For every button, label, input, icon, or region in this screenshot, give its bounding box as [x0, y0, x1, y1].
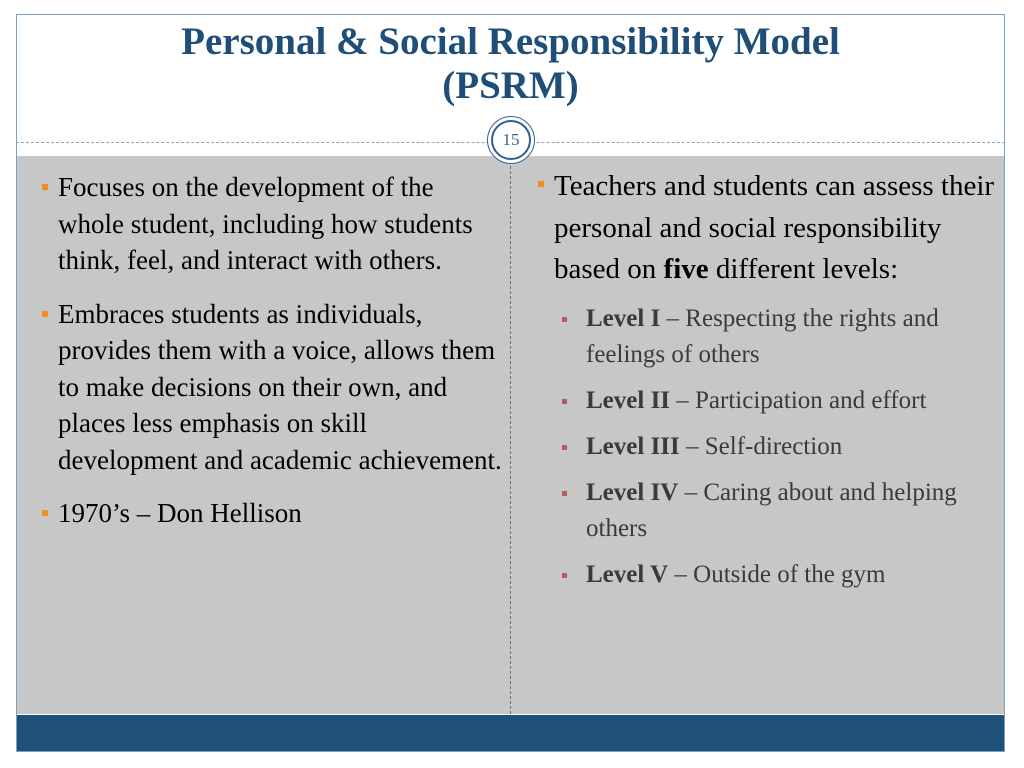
level-name: Level V	[586, 560, 669, 588]
lead-text-after: different levels:	[708, 253, 899, 285]
level-item	[586, 475, 996, 547]
slide-number-badge	[487, 116, 535, 164]
bullet-whole-student: Focuses on the development of the whole student, including how students think, feel, and interact with others.	[28, 169, 504, 279]
level-description: – Respecting the rights and feelings of others	[586, 304, 939, 368]
level-name: Level III	[586, 432, 680, 460]
slide-title-line-2: (PSRM)	[442, 64, 579, 107]
right-column	[524, 166, 996, 603]
lead-emphasis: five	[663, 253, 709, 285]
level-name: Level I	[586, 304, 661, 332]
level-name: Level II	[586, 386, 671, 414]
level-item	[586, 557, 996, 593]
left-bullet-list	[28, 169, 504, 532]
level-item	[586, 429, 996, 465]
level-item	[586, 301, 996, 373]
level-description: – Self-direction	[679, 432, 843, 460]
slide-title-line-1: Personal & Social Responsibility Model	[181, 20, 840, 63]
level-name: Level IV	[586, 478, 679, 506]
slide-title	[16, 20, 1005, 108]
right-bullet-list	[524, 166, 996, 291]
column-divider	[510, 156, 511, 714]
slide-number: 15	[491, 120, 531, 160]
level-item	[586, 383, 996, 419]
bullet-five-levels	[524, 166, 996, 291]
level-description: – Caring about and helping others	[586, 478, 957, 542]
level-description: – Participation and effort	[670, 386, 927, 414]
bullet-individuals: Embraces students as individuals, provides them with a voice, allows them to make decisions on their own, and places less emphasis on skill development and academic achievement.	[28, 296, 504, 479]
lead-text-before: Teachers and students can assess their personal and social responsibility based on	[554, 170, 995, 285]
levels-list	[524, 301, 996, 593]
level-description: – Outside of the gym	[668, 560, 886, 588]
bullet-origin: 1970’s – Don Hellison	[28, 495, 504, 532]
left-column	[28, 169, 504, 549]
footer-bar	[17, 715, 1004, 751]
